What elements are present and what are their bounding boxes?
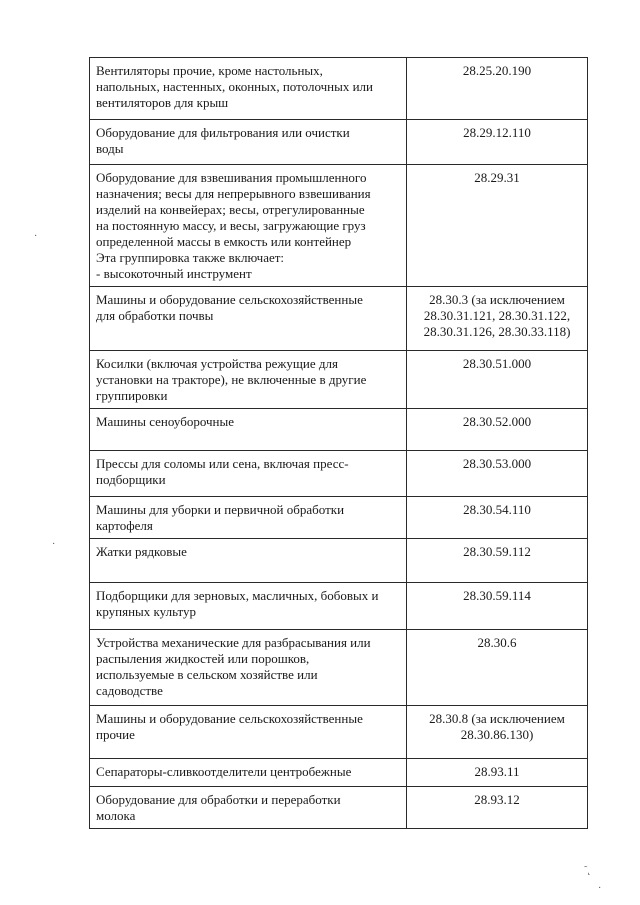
item-description-line: садоводстве — [96, 683, 163, 698]
item-description-line: подборщики — [96, 472, 166, 487]
item-description-line: Машины для уборки и первичной обработки — [96, 502, 345, 517]
item-description-line: Оборудование для фильтрования или очистки — [96, 125, 350, 140]
item-code-line: 28.30.86.130) — [460, 727, 534, 742]
item-code-cell — [407, 120, 588, 165]
item-description-line: Сепараторы-сливкоотделители центробежные — [96, 764, 352, 779]
item-description-cell — [90, 497, 407, 539]
item-code-cell — [407, 583, 588, 630]
item-description-cell — [90, 58, 407, 120]
item-description-cell — [90, 165, 407, 287]
item-description-line: прочие — [96, 727, 135, 742]
item-description-line: установки на тракторе), не включенные в другие — [96, 372, 367, 387]
item-code-cell — [407, 58, 588, 120]
item-code-cell — [407, 630, 588, 706]
item-description-line: Вентиляторы прочие, кроме настольных, — [96, 63, 323, 78]
table-row — [90, 451, 588, 497]
item-code-line: 28.30.59.112 — [463, 544, 531, 559]
scan-speck: · — [52, 539, 56, 550]
table-row — [90, 583, 588, 630]
item-description-line: Устройства механические для разбрасывания или — [96, 635, 371, 650]
item-code-cell — [407, 539, 588, 583]
item-code-line: 28.29.31 — [474, 170, 520, 185]
item-description-cell — [90, 583, 407, 630]
table-row — [90, 787, 588, 829]
item-code-line: 28.30.52.000 — [462, 414, 532, 429]
item-description-line: вентиляторов для крыш — [96, 95, 229, 110]
item-description-line: молока — [96, 808, 136, 823]
item-description-cell — [90, 630, 407, 706]
item-code-line: 28.30.6 — [477, 635, 517, 650]
item-description-cell — [90, 351, 407, 409]
item-description-line: Машины и оборудование сельскохозяйственные — [96, 292, 363, 307]
table-row — [90, 759, 588, 787]
scan-speck: · — [34, 231, 38, 242]
item-code-line: 28.29.12.110 — [463, 125, 531, 140]
table-row — [90, 706, 588, 759]
item-description-line: определенной массы в емкость или контейнер — [96, 234, 352, 249]
item-description-line: Подборщики для зерновых, масличных, бобовых и — [96, 588, 379, 603]
item-description-line: Машины и оборудование сельскохозяйственные — [96, 711, 363, 726]
item-description-line: - высокоточный инструмент — [96, 266, 252, 281]
table-row — [90, 497, 588, 539]
item-description-line: Оборудование для обработки и переработки — [96, 792, 341, 807]
item-description-line: Машины сеноуборочные — [96, 414, 235, 429]
item-code-line: 28.93.12 — [474, 792, 520, 807]
item-code-cell — [407, 451, 588, 497]
item-description-line: Жатки рядковые — [96, 544, 187, 559]
item-code-line: 28.25.20.190 — [462, 63, 532, 78]
table-row — [90, 165, 588, 287]
table-body — [90, 58, 588, 829]
item-description-line: изделий на конвейерах; весы, отрегулированные — [96, 202, 365, 217]
item-description-line: распыления жидкостей или порошков, — [96, 651, 310, 666]
item-description-line: напольных, настенных, оконных, потолочных или — [96, 79, 374, 94]
item-description-line: на постоянную массу, и весы, загружающие груз — [96, 218, 366, 233]
item-description-line: Косилки (включая устройства режущие для — [96, 356, 338, 371]
item-code-cell — [407, 287, 588, 351]
item-code-cell — [407, 787, 588, 829]
item-description-cell — [90, 451, 407, 497]
item-description-cell — [90, 706, 407, 759]
item-code-line: 28.30.31.126, 28.30.33.118) — [423, 324, 571, 339]
item-code-line: 28.30.53.000 — [462, 456, 532, 471]
item-description-line: крупяных культур — [96, 604, 197, 619]
item-code-cell — [407, 409, 588, 451]
item-code-line: 28.30.54.110 — [463, 502, 531, 517]
table-row — [90, 287, 588, 351]
scan-mark: ˜˛ — [584, 865, 591, 876]
item-code-line: 28.30.8 (за исключением — [429, 711, 565, 726]
item-code-line: 28.30.59.114 — [463, 588, 531, 603]
table-row — [90, 351, 588, 409]
item-description-cell — [90, 287, 407, 351]
table-row — [90, 630, 588, 706]
item-code-line: 28.30.3 (за исключением — [429, 292, 565, 307]
item-description-cell — [90, 409, 407, 451]
item-description-line: Прессы для соломы или сена, включая пресс- — [96, 456, 349, 471]
item-description-line: Оборудование для взвешивания промышленного — [96, 170, 367, 185]
item-description-line: группировки — [96, 388, 168, 403]
scan-speck: · — [598, 883, 602, 894]
item-code-line: 28.93.11 — [474, 764, 520, 779]
item-description-line: картофеля — [96, 518, 153, 533]
item-code-cell — [407, 165, 588, 287]
item-description-cell — [90, 759, 407, 787]
table-row — [90, 409, 588, 451]
item-description-line: воды — [96, 141, 124, 156]
item-code-cell — [407, 759, 588, 787]
table-row — [90, 58, 588, 120]
item-code-cell — [407, 351, 588, 409]
okpd-code-table — [89, 57, 588, 829]
item-description-cell — [90, 787, 407, 829]
item-description-cell — [90, 120, 407, 165]
item-description-line: назначения; весы для непрерывного взвешивания — [96, 186, 371, 201]
item-code-line: 28.30.31.121, 28.30.31.122, — [423, 308, 571, 323]
item-description-line: для обработки почвы — [96, 308, 214, 323]
item-description-line: Эта группировка также включает: — [96, 250, 285, 265]
item-code-line: 28.30.51.000 — [462, 356, 532, 371]
item-code-cell — [407, 706, 588, 759]
item-description-cell — [90, 539, 407, 583]
table-row — [90, 539, 588, 583]
item-description-line: используемые в сельском хозяйстве или — [96, 667, 318, 682]
table-row — [90, 120, 588, 165]
item-code-cell — [407, 497, 588, 539]
